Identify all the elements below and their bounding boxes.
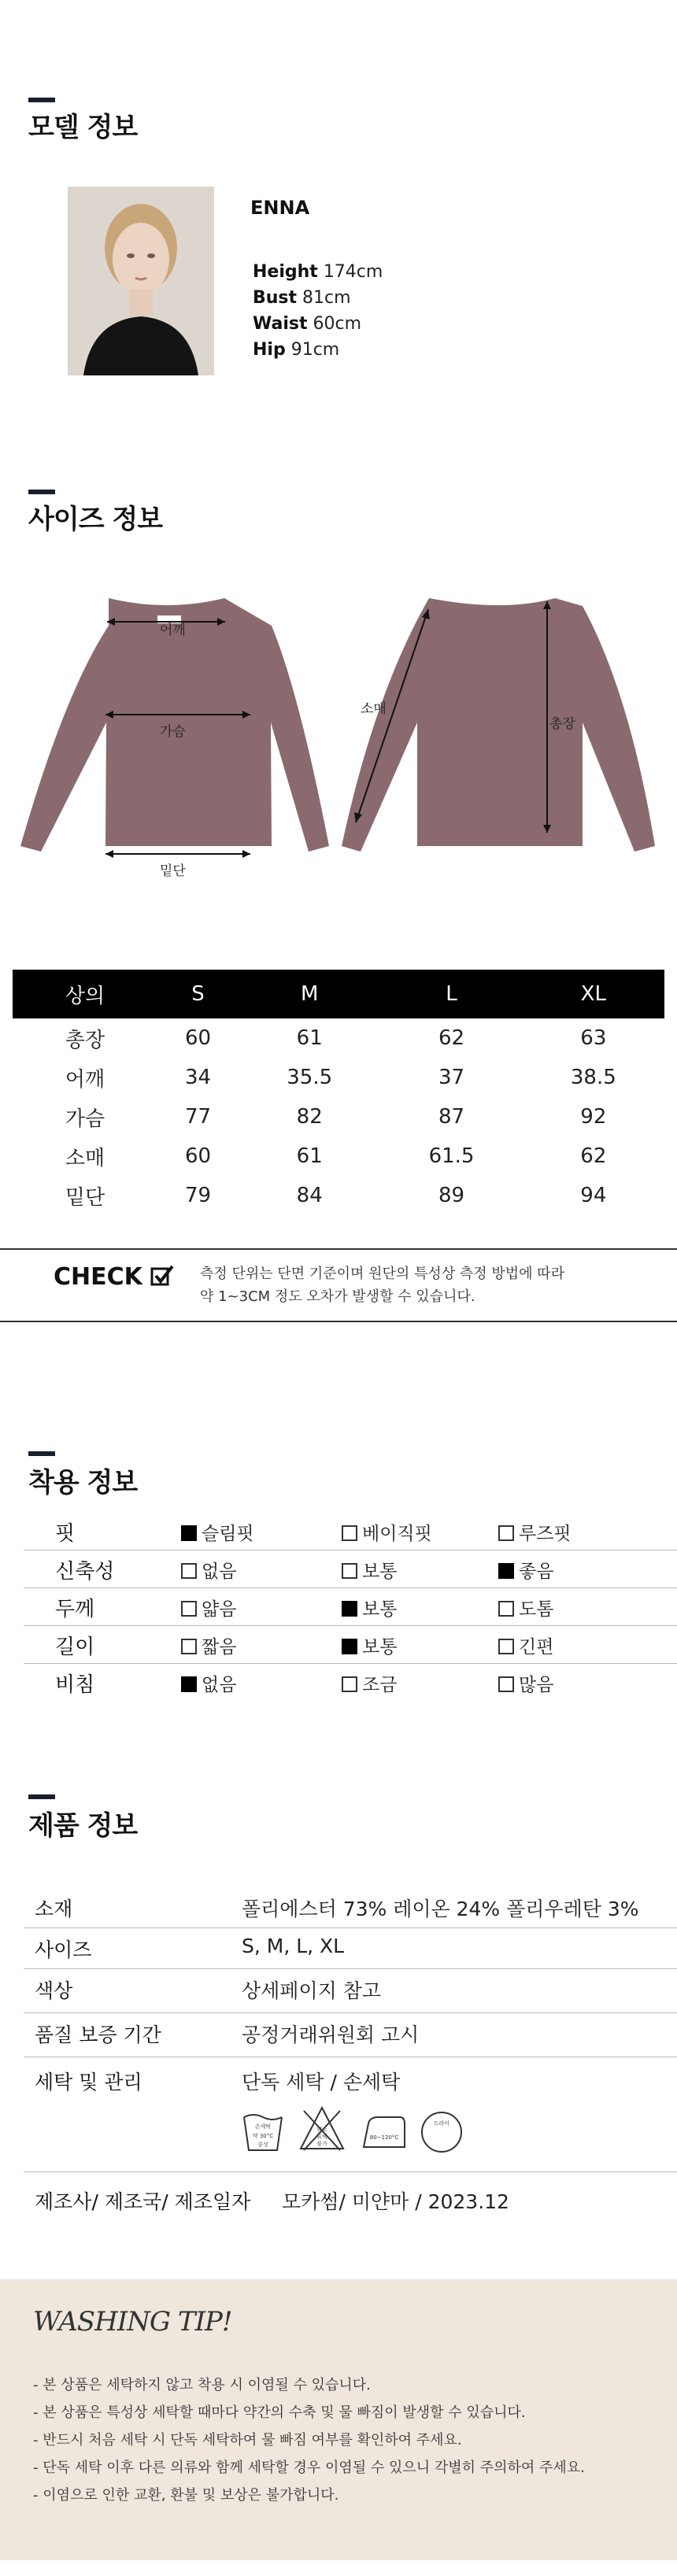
diagram-label-length: 총장 bbox=[549, 716, 575, 732]
checkbox-checked-icon bbox=[181, 1676, 197, 1692]
no-bleach-icon bbox=[298, 2105, 346, 2153]
checkbox-empty-icon bbox=[498, 1601, 514, 1617]
table-cell: 60 bbox=[184, 1144, 212, 1168]
fit-option: 짧음 bbox=[181, 1632, 236, 1658]
diagram-label-shoulder: 어깨 bbox=[160, 623, 186, 638]
checkbox-empty-icon bbox=[181, 1639, 197, 1654]
table-row bbox=[13, 1136, 664, 1176]
svg-text:염소: 염소 bbox=[316, 2127, 327, 2133]
maker-value: 모카썸/ 미얀마 / 2023.12 bbox=[282, 2190, 509, 2213]
table-cell: 77 bbox=[184, 1105, 212, 1129]
check-label: CHECK bbox=[54, 1263, 174, 1291]
section-marker bbox=[28, 98, 55, 102]
size-header-cell: M bbox=[239, 970, 380, 1018]
fit-option: 얇음 bbox=[181, 1595, 236, 1621]
svg-text:드라이: 드라이 bbox=[433, 2120, 450, 2127]
checkbox-checked-icon bbox=[342, 1639, 357, 1654]
table-cell: 87 bbox=[438, 1105, 465, 1129]
table-cell: 가슴 bbox=[65, 1107, 105, 1131]
svg-text:불가: 불가 bbox=[316, 2141, 327, 2147]
fit-option: 긴편 bbox=[498, 1632, 553, 1658]
size-header-cell: XL bbox=[523, 970, 664, 1018]
model-photo bbox=[68, 187, 214, 375]
fit-row-sheerness bbox=[24, 1664, 677, 1702]
fit-option: 조금 bbox=[342, 1670, 397, 1696]
diagram-label-chest: 가슴 bbox=[160, 724, 186, 740]
product-row-label: 사이즈 bbox=[35, 1938, 92, 1961]
table-row bbox=[13, 1176, 664, 1215]
size-diagram bbox=[0, 582, 677, 889]
fit-option: 많음 bbox=[498, 1670, 553, 1696]
maker-label: 제조사/ 제조국/ 제조일자 bbox=[35, 2190, 251, 2213]
size-table-header bbox=[13, 970, 664, 1018]
fit-row-fit bbox=[24, 1513, 677, 1550]
size-header-cell: L bbox=[380, 970, 522, 1018]
table-cell: 38.5 bbox=[570, 1066, 616, 1089]
divider bbox=[0, 1321, 677, 1322]
fit-option: 베이직핏 bbox=[342, 1519, 432, 1545]
table-cell: 61 bbox=[296, 1144, 323, 1168]
table-cell: 34 bbox=[184, 1066, 212, 1089]
fit-row-label: 신축성 bbox=[55, 1560, 115, 1584]
washing-tip-line: - 본 상품은 세탁하지 않고 착용 시 이염될 수 있습니다. bbox=[33, 2377, 371, 2393]
checkbox-empty-icon bbox=[342, 1676, 357, 1692]
model-section-title: 모델 정보 bbox=[28, 112, 138, 143]
table-cell: 92 bbox=[580, 1105, 607, 1129]
svg-text:중성: 중성 bbox=[257, 2142, 268, 2148]
check-icon bbox=[150, 1264, 174, 1288]
fit-row-label: 길이 bbox=[55, 1635, 95, 1659]
table-cell: 소매 bbox=[65, 1146, 105, 1170]
fit-row-label: 핏 bbox=[55, 1522, 76, 1546]
table-cell: 62 bbox=[580, 1144, 607, 1168]
product-row-label: 세탁 및 관리 bbox=[35, 2071, 142, 2094]
product-row-material bbox=[24, 1887, 677, 1928]
table-cell: 61 bbox=[296, 1026, 323, 1050]
product-row-value: S, M, L, XL bbox=[242, 1935, 345, 1957]
dry-clean-icon bbox=[419, 2109, 464, 2155]
product-row-label: 품질 보증 기간 bbox=[35, 2023, 161, 2046]
table-cell: 84 bbox=[296, 1184, 323, 1207]
table-cell: 60 bbox=[184, 1026, 212, 1050]
fit-option: 좋음 bbox=[498, 1557, 553, 1583]
section-marker bbox=[28, 1451, 55, 1456]
washing-tip-title: WASHING TIP! bbox=[33, 2306, 232, 2338]
fit-option: 없음 bbox=[181, 1670, 236, 1696]
svg-text:손세탁: 손세탁 bbox=[254, 2123, 272, 2130]
product-row-value: 상세페이지 참고 bbox=[242, 1979, 381, 2002]
fit-option: 도톰 bbox=[498, 1595, 553, 1621]
model-name: ENNA bbox=[250, 197, 310, 219]
checkbox-checked-icon bbox=[498, 1563, 514, 1579]
size-header-cell: S bbox=[157, 970, 239, 1018]
fit-section-title: 착용 정보 bbox=[28, 1467, 138, 1499]
table-cell: 어깨 bbox=[65, 1067, 105, 1092]
checkbox-checked-icon bbox=[181, 1525, 197, 1541]
size-section-title: 사이즈 정보 bbox=[28, 504, 163, 535]
size-table bbox=[13, 970, 664, 1215]
fit-option: 루즈핏 bbox=[498, 1519, 572, 1545]
fit-row-stretch bbox=[24, 1550, 677, 1588]
table-cell: 37 bbox=[438, 1066, 465, 1089]
svg-text:표백: 표백 bbox=[316, 2134, 327, 2140]
fit-option: 없음 bbox=[181, 1557, 236, 1583]
fit-row-length bbox=[24, 1626, 677, 1664]
diagram-label-sleeve: 소매 bbox=[361, 701, 387, 717]
fit-row-label: 비침 bbox=[55, 1673, 95, 1697]
fit-option: 슬림핏 bbox=[181, 1519, 254, 1545]
table-row bbox=[13, 1058, 664, 1097]
model-waist: Waist 60cm bbox=[253, 314, 362, 334]
table-cell: 35.5 bbox=[287, 1066, 333, 1089]
divider bbox=[0, 1248, 677, 1250]
model-bust: Bust 81cm bbox=[253, 288, 351, 308]
washing-tip-line: - 이염으로 인한 교환, 환불 및 보상은 불가합니다. bbox=[33, 2487, 339, 2504]
product-row-label: 소재 bbox=[35, 1898, 73, 1920]
product-row-size bbox=[24, 1928, 677, 1969]
washing-tip-line: - 본 상품은 특성상 세탁할 때마다 약간의 수축 및 물 빠짐이 발생할 수 있습니다. bbox=[33, 2404, 526, 2421]
svg-text:약 30°C: 약 30°C bbox=[252, 2133, 274, 2139]
model-portrait-image bbox=[68, 187, 214, 375]
checkbox-empty-icon bbox=[498, 1639, 514, 1654]
section-marker bbox=[28, 1794, 55, 1799]
fit-option: 보통 bbox=[342, 1557, 397, 1583]
table-row bbox=[13, 1097, 664, 1136]
fit-option: 보통 bbox=[342, 1632, 397, 1658]
table-cell: 63 bbox=[580, 1026, 607, 1050]
fit-option: 보통 bbox=[342, 1595, 397, 1621]
checkbox-empty-icon bbox=[342, 1563, 357, 1579]
checkbox-checked-icon bbox=[342, 1601, 357, 1617]
checkbox-empty-icon bbox=[498, 1525, 514, 1541]
washing-tip-line: - 단독 세탁 이후 다른 의류와 함께 세탁할 경우 이염될 수 있으니 각별히 주의하여 주세요. bbox=[33, 2460, 585, 2476]
product-row-label: 색상 bbox=[35, 1979, 73, 2002]
table-cell: 61.5 bbox=[428, 1144, 475, 1168]
table-cell: 62 bbox=[438, 1026, 465, 1050]
size-header-cell: 상의 bbox=[13, 970, 157, 1018]
table-cell: 82 bbox=[296, 1105, 323, 1129]
product-row-color bbox=[24, 1969, 677, 2013]
product-row-value: 폴리에스터 73% 레이온 24% 폴리우레탄 3% bbox=[242, 1898, 639, 1920]
model-height: Height 174cm bbox=[253, 262, 383, 282]
product-row-value: 공정거래위원회 고시 bbox=[242, 2023, 420, 2046]
checkbox-empty-icon bbox=[342, 1525, 357, 1541]
checkbox-empty-icon bbox=[181, 1563, 197, 1579]
table-cell: 총장 bbox=[65, 1028, 105, 1052]
product-row-value: 단독 세탁 / 손세탁 bbox=[242, 2071, 401, 2094]
product-section-title: 제품 정보 bbox=[28, 1810, 138, 1842]
check-note-line2: 약 1~3CM 정도 오차가 발생할 수 있습니다. bbox=[200, 1288, 475, 1305]
iron-low-icon bbox=[359, 2112, 408, 2152]
section-marker bbox=[28, 490, 55, 494]
table-cell: 89 bbox=[438, 1184, 465, 1207]
check-note-line1: 측정 단위는 단면 기준이며 원단의 특성상 측정 방법에 따라 bbox=[200, 1266, 565, 1282]
table-cell: 79 bbox=[184, 1184, 212, 1207]
svg-text:80~120°C: 80~120°C bbox=[369, 2134, 399, 2141]
table-row bbox=[13, 1018, 664, 1058]
product-row-warranty bbox=[24, 2013, 677, 2057]
diagram-label-hem: 밑단 bbox=[160, 863, 186, 879]
hand-wash-30-icon bbox=[241, 2109, 285, 2155]
checkbox-empty-icon bbox=[181, 1601, 197, 1617]
product-row-care bbox=[24, 2057, 677, 2172]
washing-tip-line: - 반드시 처음 세탁 시 단독 세탁하여 물 빠짐 여부를 확인하여 주세요. bbox=[33, 2432, 462, 2448]
checkbox-empty-icon bbox=[498, 1676, 514, 1692]
fit-row-thickness bbox=[24, 1588, 677, 1626]
fit-row-label: 두께 bbox=[55, 1598, 95, 1621]
table-cell: 94 bbox=[580, 1184, 607, 1207]
model-hip: Hip 91cm bbox=[253, 340, 340, 360]
table-cell: 밑단 bbox=[65, 1185, 105, 1210]
